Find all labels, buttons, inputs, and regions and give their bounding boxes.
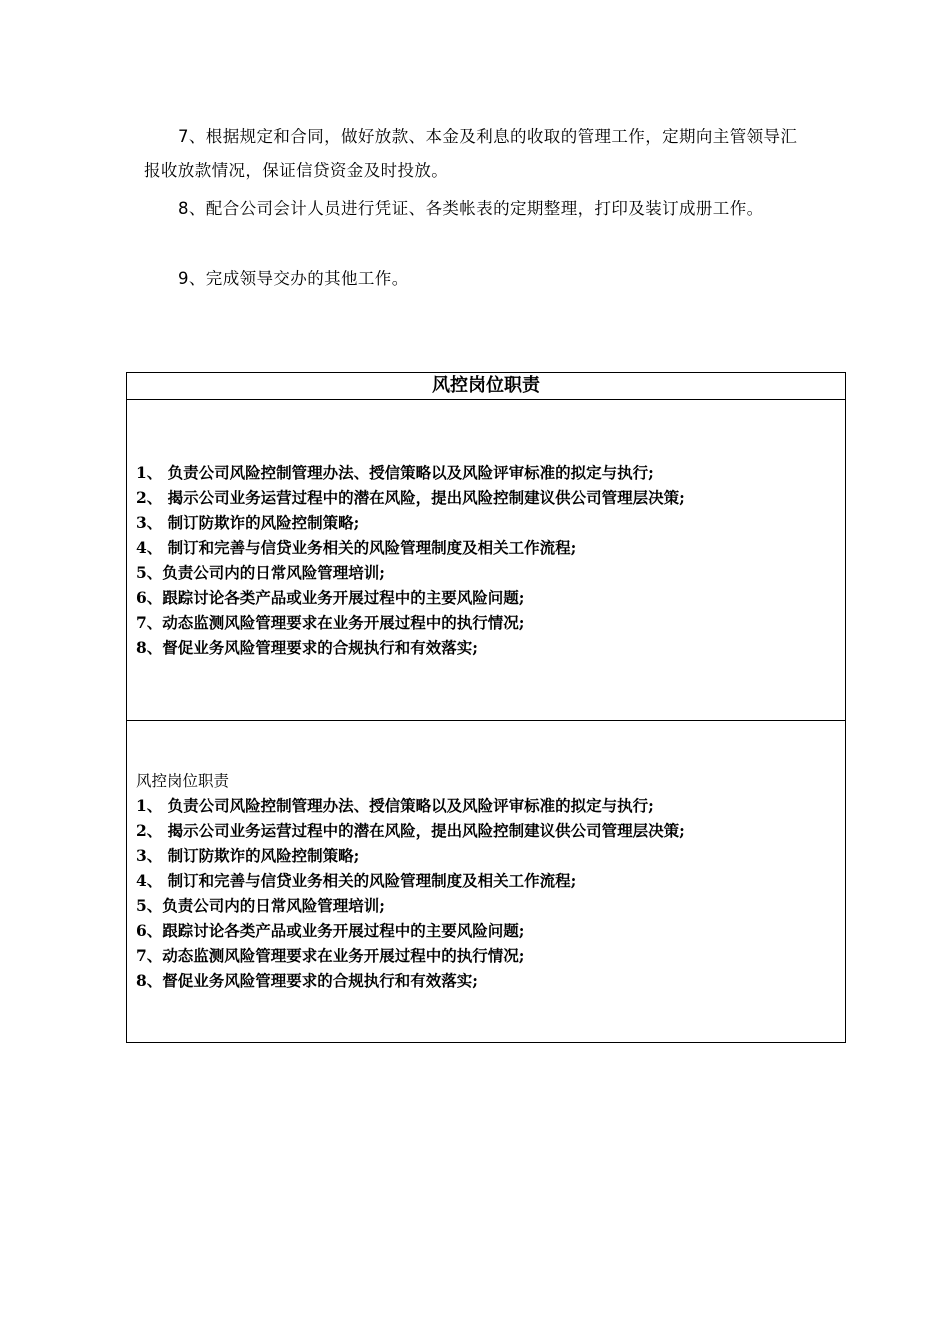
- list-item: 2、 揭示公司业务运营过程中的潜在风险，提出风险控制建议供公司管理层决策;: [136, 821, 685, 840]
- duties-cell-2: [127, 721, 845, 1042]
- list-item: 3、 制订防欺诈的风险控制策略;: [136, 846, 360, 865]
- duties-list-1: [136, 460, 685, 660]
- list-item: 8、督促业务风险管理要求的合规执行和有效落实;: [136, 971, 479, 990]
- list-item: 7、动态监测风险管理要求在业务开展过程中的执行情况;: [136, 946, 525, 965]
- duties-list-2: [136, 793, 685, 993]
- duty-paragraph-9: 9、完成领导交办的其他工作。: [178, 269, 409, 288]
- list-item: 6、跟踪讨论各类产品或业务开展过程中的主要风险问题;: [136, 921, 525, 940]
- list-item: 6、跟踪讨论各类产品或业务开展过程中的主要风险问题;: [136, 588, 525, 607]
- duties-cell-1: [127, 400, 845, 721]
- list-item: 1、 负责公司风险控制管理办法、授信策略以及风险评审标准的拟定与执行;: [136, 796, 654, 815]
- list-item: 1、 负责公司风险控制管理办法、授信策略以及风险评审标准的拟定与执行;: [136, 463, 654, 482]
- list-item: 2、 揭示公司业务运营过程中的潜在风险，提出风险控制建议供公司管理层决策;: [136, 488, 685, 507]
- list-item: 4、 制订和完善与信贷业务相关的风险管理制度及相关工作流程;: [136, 871, 577, 890]
- risk-control-duties-table: [126, 372, 846, 1043]
- duty-paragraph-7: 7、根据规定和合同，做好放款、本金及利息的收取的管理工作，定期向主管领导汇报收放款情况，保证信贷资金及时投放。: [144, 127, 798, 180]
- list-item: 5、负责公司内的日常风险管理培训;: [136, 896, 386, 915]
- list-item: 5、负责公司内的日常风险管理培训;: [136, 563, 386, 582]
- list-item: 3、 制订防欺诈的风险控制策略;: [136, 513, 360, 532]
- list-item: 8、督促业务风险管理要求的合规执行和有效落实;: [136, 638, 479, 657]
- list-item: 4、 制订和完善与信贷业务相关的风险管理制度及相关工作流程;: [136, 538, 577, 557]
- duty-paragraph-8: 8、配合公司会计人员进行凭证、各类帐表的定期整理，打印及装订成册工作。: [178, 199, 764, 218]
- list-item: 7、动态监测风险管理要求在业务开展过程中的执行情况;: [136, 613, 525, 632]
- cell-heading: 风控岗位职责: [136, 772, 230, 790]
- table-title: 风控岗位职责: [127, 373, 845, 400]
